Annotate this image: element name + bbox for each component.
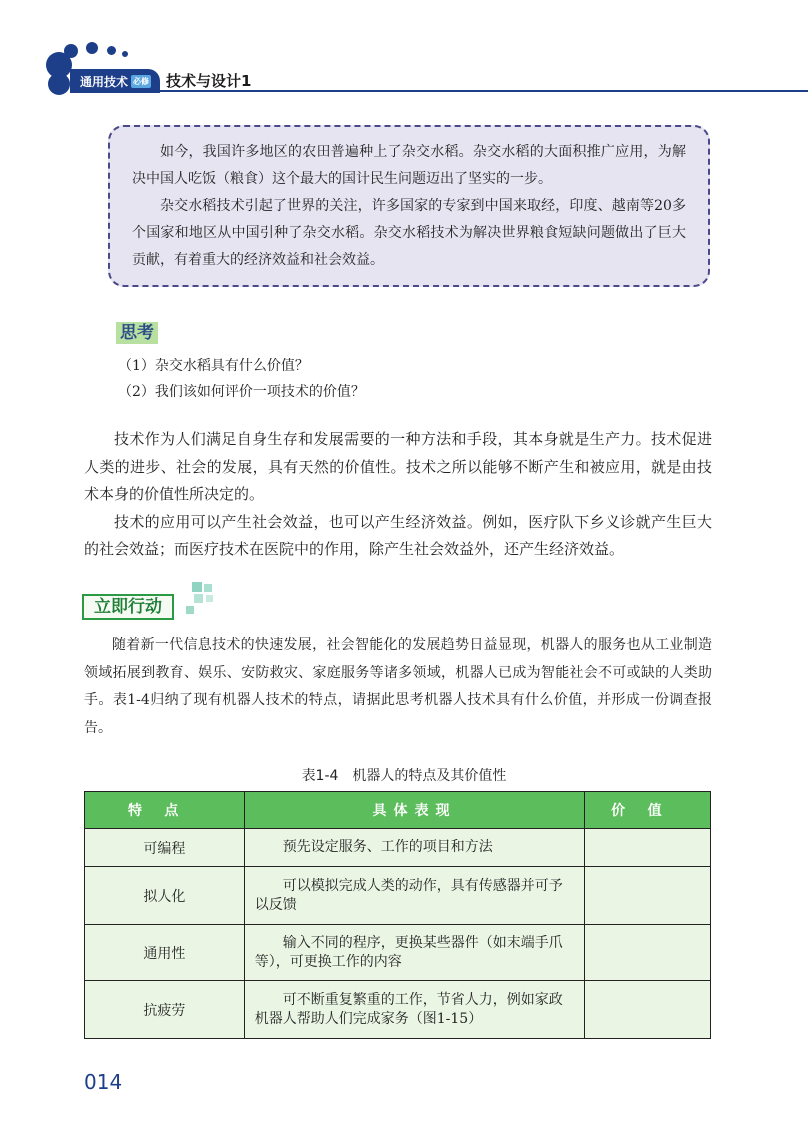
decor-square bbox=[204, 584, 212, 592]
decor-square bbox=[206, 595, 213, 602]
feature-cell: 拟人化 bbox=[85, 867, 245, 925]
value-cell bbox=[585, 829, 711, 867]
series-label: 通用技术 bbox=[80, 74, 129, 89]
action-title: 立即行动 bbox=[82, 594, 174, 620]
think-question: （2）我们该如何评价一项技术的价值？ bbox=[118, 384, 365, 400]
table-row bbox=[85, 981, 711, 1039]
header-dot-small bbox=[86, 42, 98, 54]
table-row bbox=[85, 925, 711, 981]
header-feature: 特点 bbox=[85, 792, 245, 829]
table-caption: 表1-4 机器人的特点及其价值性 bbox=[301, 768, 507, 784]
value-cell bbox=[585, 867, 711, 925]
body-text bbox=[84, 426, 712, 564]
feature-cell: 可编程 bbox=[85, 829, 245, 867]
decor-square bbox=[192, 582, 202, 592]
header-dot-tiny bbox=[107, 46, 116, 55]
feature-table bbox=[84, 791, 711, 1039]
description-cell: 可不断重复繁重的工作，节省人力，例如家政机器人帮助人们完成家务（图1-15） bbox=[244, 981, 584, 1039]
header-dot-bottom bbox=[48, 73, 70, 95]
value-cell bbox=[585, 925, 711, 981]
case-paragraph: 杂交水稻技术引起了世界的关注，许多国家的专家到中国来取经，印度、越南等20多个国家和地区从中国引种了杂交水稻。杂交水稻技术为解决世界粮食短缺问题做出了巨大贡献，有着重大的经济效益和社会效益。 bbox=[132, 198, 686, 268]
think-question: （1）杂交水稻具有什么价值？ bbox=[118, 358, 309, 374]
case-box bbox=[108, 125, 710, 287]
value-cell bbox=[585, 981, 711, 1039]
action-paragraph: 随着新一代信息技术的快速发展，社会智能化的发展趋势日益显现，机器人的服务也从工业制造领域拓展到教育、娱乐、安防救灾、家庭服务等诸多领域，机器人已成为智能社会不可或缺的人类助手。表1-4归纳了现有机器人技术的特点，请据此思考机器人技术具有什么价值，并形成一份调查报告。 bbox=[84, 637, 712, 736]
description-cell: 输入不同的程序，更换某些器件（如末端手爪等），可更换工作的内容 bbox=[244, 925, 584, 981]
table-row bbox=[85, 867, 711, 925]
action-text bbox=[84, 632, 712, 742]
table-row bbox=[85, 829, 711, 867]
header-description: 具体表现 bbox=[244, 792, 584, 829]
header-value: 价值 bbox=[585, 792, 711, 829]
case-paragraph: 如今，我国许多地区的农田普遍种上了杂交水稻。杂交水稻的大面积推广应用，为解决中国人吃饭（粮食）这个最大的国计民生问题迈出了坚实的一步。 bbox=[132, 144, 686, 187]
body-paragraph: 技术作为人们满足自身生存和发展需要的一种方法和手段，其本身就是生产力。技术促进人类的进步、社会的发展，具有天然的价值性。技术之所以能够不断产生和被应用，就是由技术本身的价值性所决定的。 bbox=[84, 430, 712, 503]
header-dot-medium bbox=[64, 44, 78, 58]
feature-cell: 抗疲劳 bbox=[85, 981, 245, 1039]
decor-square bbox=[194, 594, 203, 603]
description-cell: 可以模拟完成人类的动作，具有传感器并可予以反馈 bbox=[244, 867, 584, 925]
series-tab bbox=[70, 69, 160, 93]
series-badge: 必修 bbox=[133, 76, 150, 86]
header-dot-mini bbox=[122, 51, 128, 57]
book-title: 技术与设计1 bbox=[166, 72, 252, 90]
decor-square bbox=[186, 606, 194, 614]
description-cell: 预先设定服务、工作的项目和方法 bbox=[244, 829, 584, 867]
action-heading bbox=[82, 582, 222, 622]
think-title: 思考 bbox=[116, 322, 158, 344]
page-number: 014 bbox=[84, 1070, 123, 1094]
header-rule bbox=[160, 90, 808, 92]
body-paragraph: 技术的应用可以产生社会效益，也可以产生经济效益。例如，医疗队下乡义诊就产生巨大的社会效益；而医疗技术在医院中的作用，除产生社会效益外，还产生经济效益。 bbox=[84, 512, 712, 558]
feature-cell: 通用性 bbox=[85, 925, 245, 981]
table-header-row bbox=[85, 792, 711, 829]
